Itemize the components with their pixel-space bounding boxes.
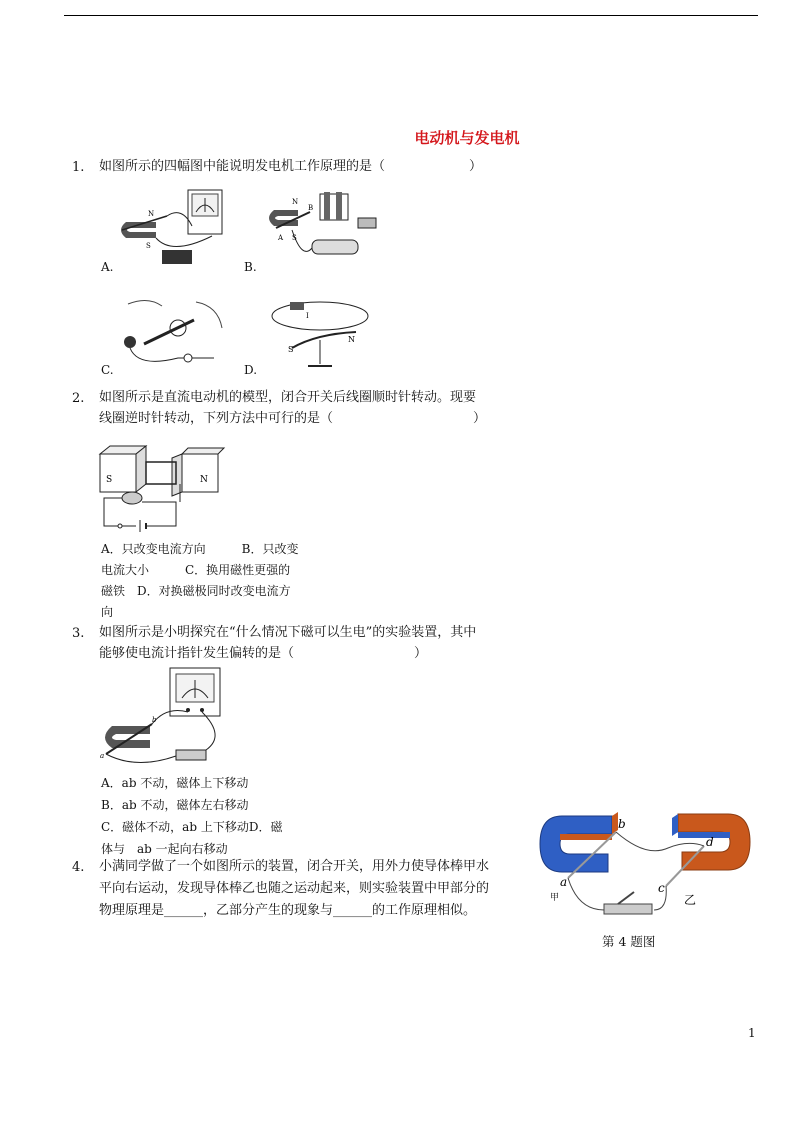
label-c: c bbox=[658, 881, 665, 895]
svg-text:N: N bbox=[292, 198, 299, 206]
figure-2-dc-motor bbox=[96, 440, 226, 532]
figure-3-galvanometer-setup bbox=[96, 666, 228, 770]
page-title: 电动机与发电机 bbox=[414, 129, 520, 147]
question-number: 1. bbox=[72, 160, 85, 175]
svg-text:a: a bbox=[100, 752, 105, 760]
question-text-line: 如图所示是小明探究在“什么情况下磁可以生电”的实验装置，其中 bbox=[99, 625, 477, 640]
svg-text:S: S bbox=[288, 345, 294, 354]
option-line: 向 bbox=[101, 605, 114, 619]
question-text-line: 小满同学做了一个如图所示的装置，闭合开关，用外力使导体棒甲水 bbox=[99, 859, 490, 874]
question-text bbox=[99, 408, 486, 429]
label-b: b bbox=[618, 817, 626, 831]
question-number: 4. bbox=[72, 860, 85, 875]
svg-text:b: b bbox=[152, 716, 157, 724]
svg-text:S: S bbox=[146, 242, 151, 250]
magnet-s-label: S bbox=[106, 475, 113, 485]
question-stem: 如图所示的四幅图中能说明发电机工作原理的是（ bbox=[99, 159, 386, 174]
question-text-line: 物理原理是______，乙部分产生的现象与______的工作原理相似。 bbox=[99, 903, 477, 918]
question-text bbox=[99, 643, 427, 664]
label-yi: 乙 bbox=[684, 893, 697, 907]
label-d: d bbox=[706, 835, 714, 849]
question-paren: ） bbox=[414, 646, 428, 661]
question-text bbox=[99, 156, 482, 177]
question-text-line: 平向右运动，发现导体棒乙也随之运动起来，则实验装置中甲部分的 bbox=[99, 881, 490, 896]
header-rule bbox=[64, 15, 758, 16]
question-number: 3. bbox=[72, 626, 85, 641]
svg-text:I: I bbox=[306, 312, 309, 320]
page-number: 1 bbox=[748, 1026, 756, 1040]
figure-1d-compass-wire bbox=[266, 294, 370, 370]
figure-4-two-magnets bbox=[538, 810, 754, 920]
option-line: 电流大小 C．换用磁性更强的 bbox=[101, 563, 291, 577]
option-b: B. bbox=[244, 260, 257, 274]
figure-1c-hand-generator bbox=[118, 292, 228, 370]
figure-1a-generator bbox=[112, 186, 232, 270]
option-d: D. bbox=[244, 363, 258, 377]
option-line: 体与 ab 一起向右移动 bbox=[101, 842, 228, 856]
question-number: 2. bbox=[72, 391, 85, 406]
svg-text:S: S bbox=[292, 234, 297, 242]
option-line: A．只改变电流方向 B．只改变 bbox=[101, 542, 299, 556]
option-line: 磁铁 D．对换磁极同时改变电流方 bbox=[101, 584, 291, 598]
option-line: A．ab 不动，磁体上下移动 bbox=[101, 776, 249, 790]
option-line: B．ab 不动，磁体左右移动 bbox=[101, 798, 249, 812]
figure-1b-motor bbox=[262, 190, 382, 270]
magnet-n-label: N bbox=[200, 475, 208, 485]
svg-text:A: A bbox=[278, 234, 284, 242]
option-a: A. bbox=[101, 260, 114, 274]
question-paren: ） bbox=[473, 411, 487, 426]
svg-text:N: N bbox=[348, 335, 355, 344]
option-c: C. bbox=[101, 363, 114, 377]
figure-caption: 第 4 题图 bbox=[602, 934, 656, 949]
svg-text:N: N bbox=[148, 210, 155, 218]
question-paren: ） bbox=[469, 159, 483, 174]
svg-text:B: B bbox=[308, 204, 314, 212]
option-line: C．磁体不动，ab 上下移动D．磁 bbox=[101, 820, 283, 834]
label-a: a bbox=[560, 875, 568, 889]
question-text-line: 如图所示是直流电动机的模型，闭合开关后线圈顺时针转动。现要 bbox=[99, 390, 477, 405]
question-stem: 能够使电流计指针发生偏转的是（ bbox=[99, 646, 295, 661]
label-jia: 甲 bbox=[550, 893, 560, 903]
question-stem: 线圈逆时针转动，下列方法中可行的是（ bbox=[99, 411, 334, 426]
